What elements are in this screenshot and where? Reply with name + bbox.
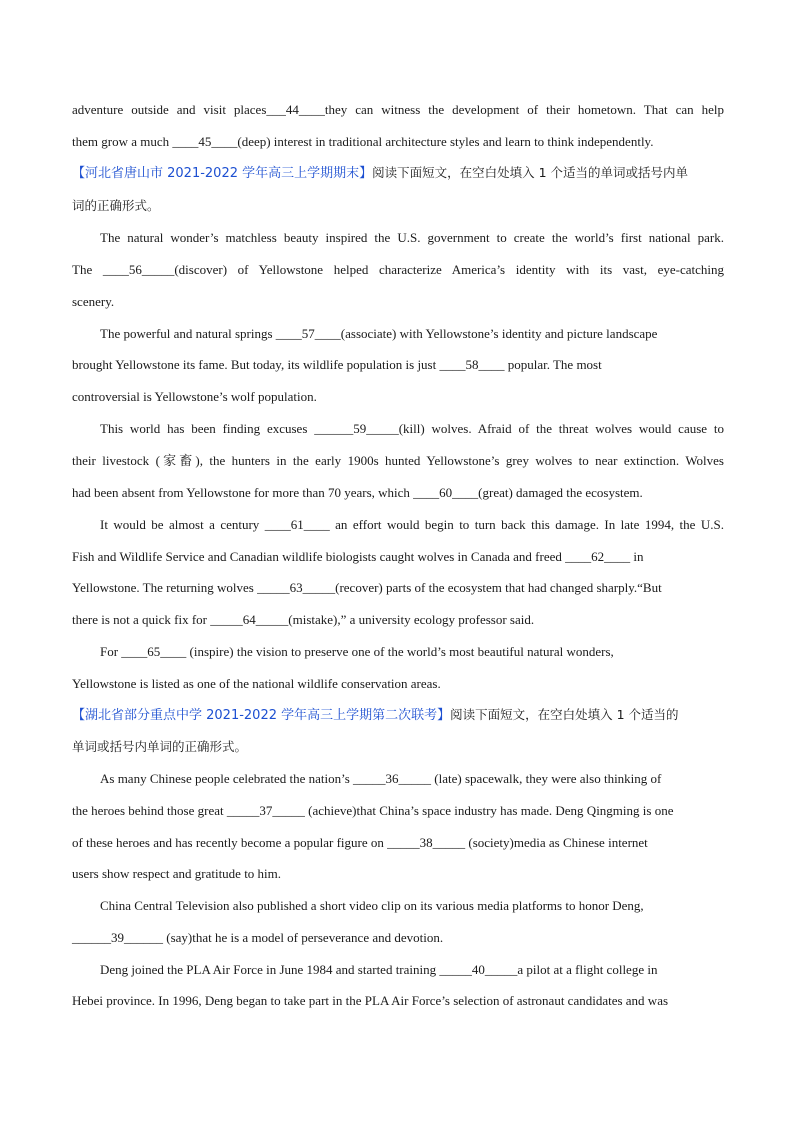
instruction-text: 单词或括号内单词的正确形式。	[72, 739, 248, 754]
instruction-text: 词的正确形式。	[72, 198, 160, 213]
paragraph-line: the heroes behind those great _____37_____ (achieve)that China’s space industry has made. Deng Qingming is one	[72, 803, 674, 818]
paragraph-line: them grow a much ____45____(deep) interest in traditional architecture styles and learn to think independently.	[72, 134, 654, 149]
paragraph-line: It would be almost a century ____61____ an effort would begin to turn back this damage. In late 1994, the U.S.	[100, 517, 724, 532]
paragraph-line: This world has been finding excuses ______59_____(kill) wolves. Afraid of the threat wolves would cause to	[100, 421, 724, 436]
paragraph-line: As many Chinese people celebrated the nation’s _____36_____ (late) spacewalk, they were also thinking of	[100, 771, 662, 786]
paragraph-line: The powerful and natural springs ____57____(associate) with Yellowstone’s identity and picture landscape	[100, 326, 658, 341]
paragraph-line: The ____56_____(discover) of Yellowstone helped characterize America’s identity with its vast, eye-catching	[72, 262, 724, 277]
instruction-text: 阅读下面短文，在空白处填入 1 个适当的	[450, 707, 679, 722]
paragraph-line: their livestock (家畜), the hunters in the early 1900s hunted Yellowstone’s grey wolves to near extinction. Wolves	[72, 453, 724, 468]
section-heading	[72, 164, 688, 182]
source-label: 【湖北省部分重点中学 2021-2022 学年高三上学期第二次联考】	[72, 708, 451, 723]
paragraph-line: Hebei province. In 1996, Deng began to take part in the PLA Air Force’s selection of astronaut candidates and was	[72, 993, 669, 1008]
paragraph-line: there is not a quick fix for _____64_____(mistake),” a university ecology professor said.	[72, 612, 535, 627]
instruction-text: 阅读下面短文，在空白处填入 1 个适当的单词或括号内单	[372, 165, 689, 180]
paragraph-line: Yellowstone is listed as one of the national wildlife conservation areas.	[72, 676, 441, 691]
source-label: 【河北省唐山市 2021-2022 学年高三上学期期末】	[72, 166, 373, 181]
paragraph-line: adventure outside and visit places___44____they can witness the development of their hometown. That can help	[72, 102, 724, 117]
paragraph-line: For ____65____ (inspire) the vision to preserve one of the world’s most beautiful natural wonders,	[100, 644, 614, 659]
paragraph-line: Yellowstone. The returning wolves _____63_____(recover) parts of the ecosystem that had changed sharply.“But	[72, 580, 662, 595]
paragraph-line: users show respect and gratitude to him.	[72, 866, 282, 881]
paragraph-line: of these heroes and has recently become a popular figure on _____38_____ (society)media as Chinese internet	[72, 835, 648, 850]
paragraph-line: brought Yellowstone its fame. But today, its wildlife population is just ____58____ popular. The most	[72, 357, 602, 372]
paragraph-line: controversial is Yellowstone’s wolf population.	[72, 389, 317, 404]
section-heading	[72, 706, 679, 724]
paragraph-line: Fish and Wildlife Service and Canadian wildlife biologists caught wolves in Canada and freed ____62____ in	[72, 549, 644, 564]
paragraph-line: had been absent from Yellowstone for more than 70 years, which ____60____(great) damaged the ecosystem.	[72, 485, 643, 500]
paragraph-line: China Central Television also published a short video clip on its various media platforms to honor Deng,	[100, 898, 644, 913]
paragraph-line: The natural wonder’s matchless beauty inspired the U.S. government to create the world’s first national park.	[100, 230, 724, 245]
paragraph-line: ______39______ (say)that he is a model of perseverance and devotion.	[72, 930, 444, 945]
paragraph-line: scenery.	[72, 294, 115, 309]
paragraph-line: Deng joined the PLA Air Force in June 1984 and started training _____40_____a pilot at a flight college in	[100, 962, 658, 977]
